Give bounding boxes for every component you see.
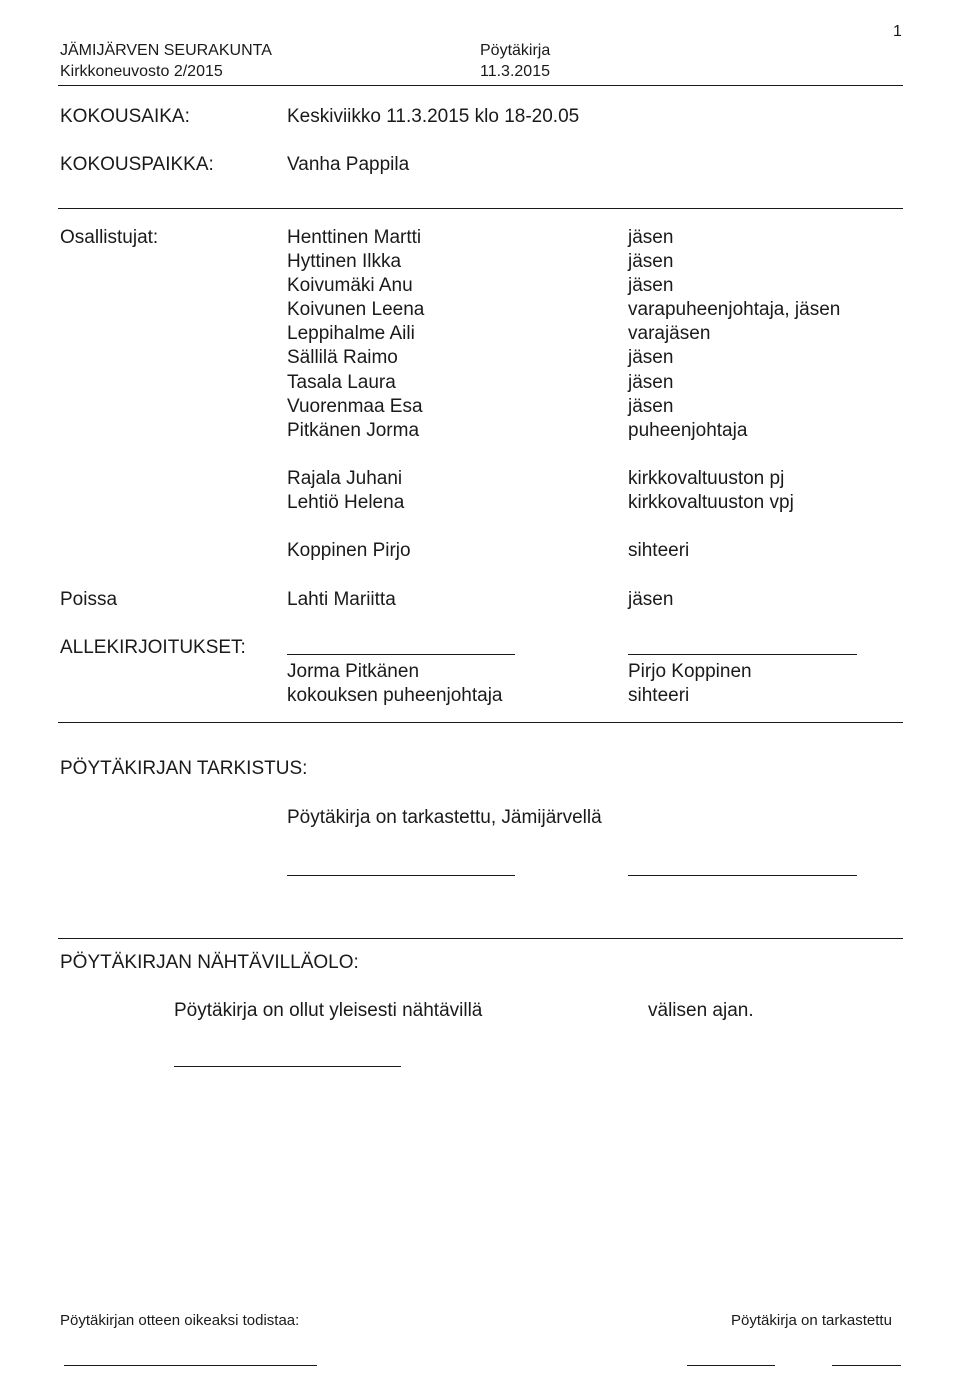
participant-name: Leppihalme Aili [287,323,415,344]
meeting-date: 11.3.2015 [480,63,550,80]
participant-role: jäsen [628,275,674,296]
document-type: Pöytäkirja [480,42,551,59]
footer-initial-line [832,1365,901,1366]
display-suffix: välisen ajan. [648,1000,754,1021]
signatures-label: ALLEKIRJOITUKSET: [60,637,246,658]
secretary-signer-title: sihteeri [628,685,690,706]
section-divider [58,208,903,209]
participant-role: varajäsen [628,323,711,344]
meeting-name: Kirkkoneuvosto 2/2015 [60,63,223,80]
absent-name: Lahti Mariitta [287,589,396,610]
secretary-role: sihteeri [628,540,690,561]
display-label: PÖYTÄKIRJAN NÄHTÄVILLÄOLO: [60,952,359,973]
review-text: Pöytäkirja on tarkastettu, Jämijärvellä [287,807,602,828]
participant-name: Koivumäki Anu [287,275,413,296]
participant-role: jäsen [628,396,674,417]
header-divider [58,85,903,86]
absent-role: jäsen [628,589,674,610]
secretary-signer-name: Pirjo Koppinen [628,661,752,682]
absent-label: Poissa [60,589,118,610]
chair-name: Jorma Pitkänen [287,661,420,682]
chair-title: kokouksen puheenjohtaja [287,685,503,706]
time-label: KOKOUSAIKA: [60,106,190,127]
participant-role: jäsen [628,372,674,393]
review-label: PÖYTÄKIRJAN TARKISTUS: [60,758,308,779]
secretary-name: Koppinen Pirjo [287,540,411,561]
review-signature-line [628,875,857,876]
footer-signature-line [64,1365,317,1366]
time-value: Keskiviikko 11.3.2015 klo 18-20.05 [287,106,580,127]
participant-role: jäsen [628,251,674,272]
participant-name: Hyttinen Ilkka [287,251,402,272]
participant-name: Koivunen Leena [287,299,425,320]
participant-name: Sällilä Raimo [287,347,398,368]
participant-role: kirkkovaltuuston pj [628,468,785,489]
organization-name: JÄMIJÄRVEN SEURAKUNTA [60,42,272,59]
display-date-line [174,1066,401,1067]
participant-role: jäsen [628,347,674,368]
page-number: 1 [893,23,902,40]
participant-role: puheenjohtaja [628,420,748,441]
participant-name: Tasala Laura [287,372,396,393]
place-label: KOKOUSPAIKKA: [60,154,214,175]
section-divider [58,938,903,939]
signature-line-secretary [628,654,857,655]
footer-left-text: Pöytäkirjan otteen oikeaksi todistaa: [60,1312,300,1329]
participant-name: Henttinen Martti [287,227,422,248]
participant-name: Rajala Juhani [287,468,403,489]
participant-role: jäsen [628,227,674,248]
footer-initial-line [687,1365,775,1366]
section-divider [58,722,903,723]
review-signature-line [287,875,515,876]
place-value: Vanha Pappila [287,154,410,175]
participant-role: varapuheenjohtaja, jäsen [628,299,841,320]
display-text: Pöytäkirja on ollut yleisesti nähtävillä [174,1000,483,1021]
participant-role: kirkkovaltuuston vpj [628,492,794,513]
footer-right-text: Pöytäkirja on tarkastettu [731,1312,892,1329]
participant-name: Pitkänen Jorma [287,420,420,441]
signature-line-chair [287,654,515,655]
participants-label: Osallistujat: [60,227,159,248]
participant-name: Vuorenmaa Esa [287,396,423,417]
participant-name: Lehtiö Helena [287,492,405,513]
